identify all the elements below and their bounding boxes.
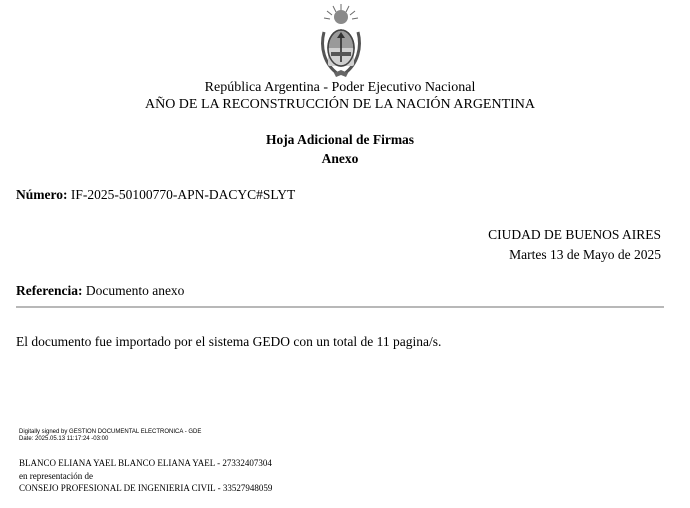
city: CIUDAD DE BUENOS AIRES <box>488 227 661 242</box>
number-label: Número: <box>16 187 68 202</box>
year-motto: AÑO DE LA RECONSTRUCCIÓN DE LA NACIÓN ARGENTINA <box>144 97 536 112</box>
digital-signature-line: Digitally signed by GESTION DOCUMENTAL ELECTRONICA - GDE <box>19 429 202 435</box>
document-number <box>16 187 295 203</box>
representation-label: en representación de <box>19 471 93 481</box>
number-value: IF-2025-50100770-APN-DACYC#SLYT <box>70 187 296 202</box>
document-subtitle: Anexo <box>321 151 359 166</box>
divider <box>16 306 664 308</box>
document-title: Hoja Adicional de Firmas <box>265 132 415 147</box>
government-line: República Argentina - Poder Ejecutivo Nacional <box>204 80 476 95</box>
signer-organization: CONSEJO PROFESIONAL DE INGENIERIA CIVIL - 33527948059 <box>19 483 273 493</box>
reference <box>16 283 184 299</box>
coat-of-arms-argentina-icon <box>316 2 366 78</box>
document-date: Martes 13 de Mayo de 2025 <box>509 247 661 262</box>
reference-label: Referencia: <box>16 283 83 298</box>
digital-signature-date: Date: 2025.05.13 11:17:24 -03:00 <box>19 436 109 442</box>
reference-value: Documento anexo <box>85 283 185 298</box>
signer-name: BLANCO ELIANA YAEL BLANCO ELIANA YAEL - 27332407304 <box>19 458 272 468</box>
document-body: El documento fue importado por el sistema GEDO con un total de 11 pagina/s. <box>16 334 442 349</box>
